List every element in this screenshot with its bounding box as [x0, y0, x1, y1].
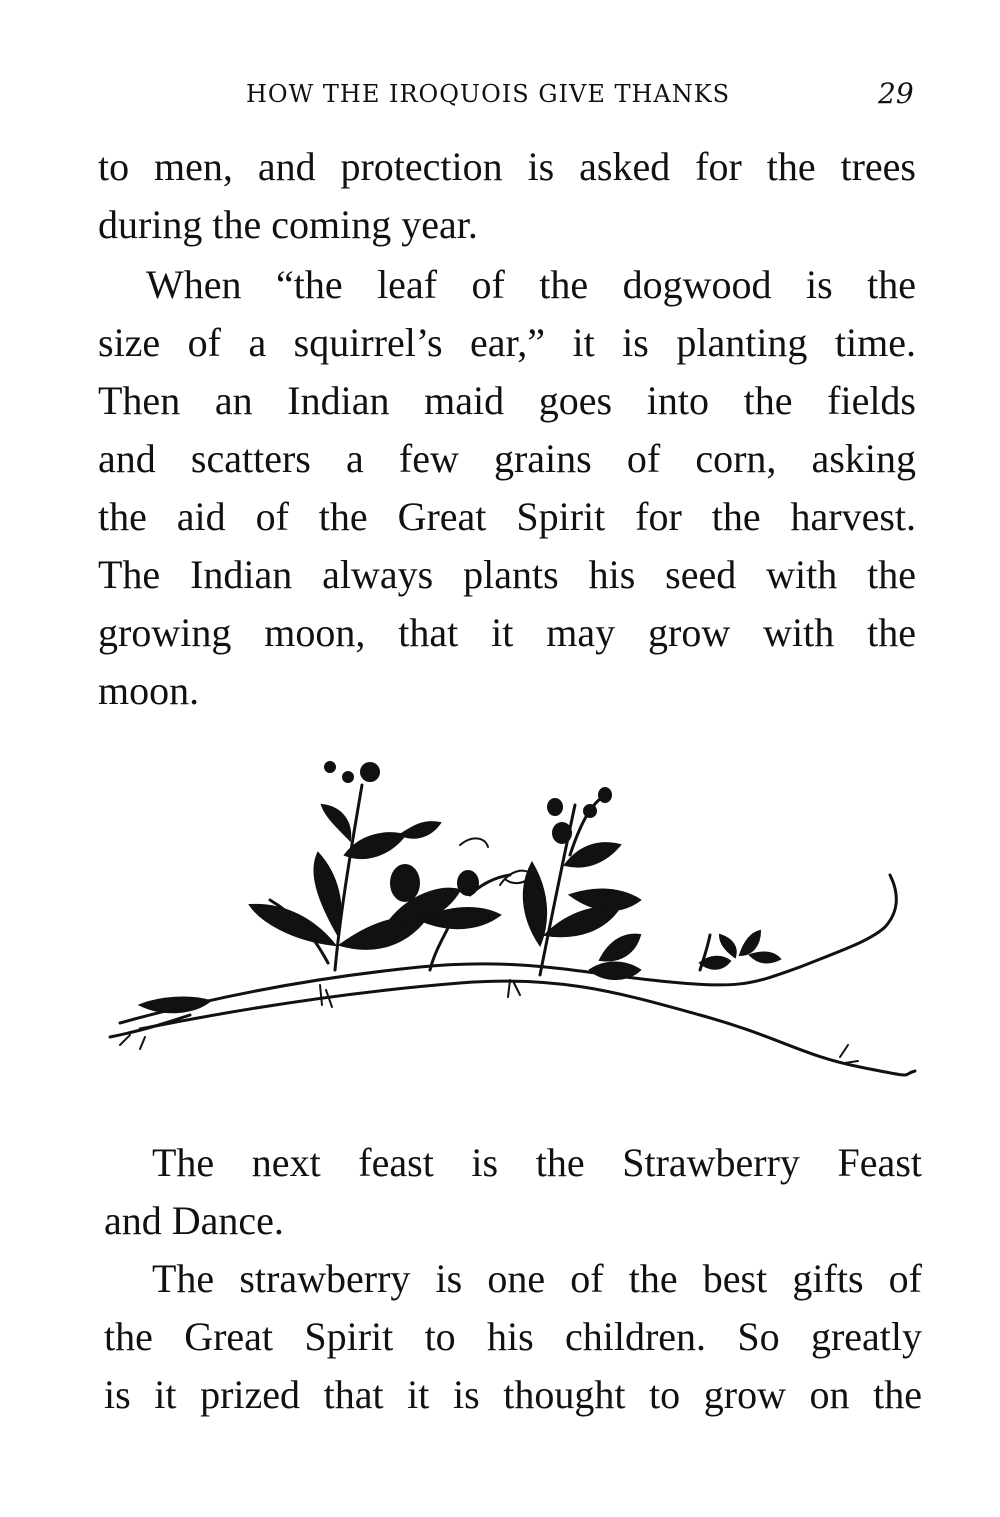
paragraph-1	[98, 138, 916, 254]
strawberry-plant-illustration	[100, 745, 920, 1095]
text-line: to men, and protection is asked for the trees	[98, 144, 916, 189]
text-line: Then an Indian maid goes into the fields	[98, 378, 916, 423]
text-line: moon.	[98, 668, 200, 713]
running-head	[0, 74, 1000, 114]
text-line: When “the leaf of the dogwood is the	[146, 262, 916, 307]
text-line: and Dance.	[104, 1198, 284, 1243]
page-number: 29	[878, 77, 914, 110]
text-line: The Indian always plants his seed with the	[98, 552, 916, 597]
text-line: size of a squirrel’s ear,” it is planting time.	[98, 320, 916, 365]
text-line: and scatters a few grains of corn, asking	[98, 436, 916, 481]
paragraph-3	[104, 1134, 922, 1250]
text-line: growing moon, that it may grow with the	[98, 610, 916, 655]
text-line: during the coming year.	[98, 202, 478, 247]
text-line: the aid of the Great Spirit for the harvest.	[98, 494, 916, 539]
paragraph-4	[104, 1250, 922, 1424]
text-line: The strawberry is one of the best gifts of	[152, 1256, 922, 1301]
running-title: HOW THE IROQUOIS GIVE THANKS	[246, 80, 731, 108]
text-line: is it prized that it is thought to grow on the	[104, 1372, 922, 1417]
text-line: The next feast is the Strawberry Feast	[152, 1140, 922, 1185]
text-line: the Great Spirit to his children. So greatly	[104, 1314, 922, 1359]
paragraph-2	[98, 256, 916, 720]
